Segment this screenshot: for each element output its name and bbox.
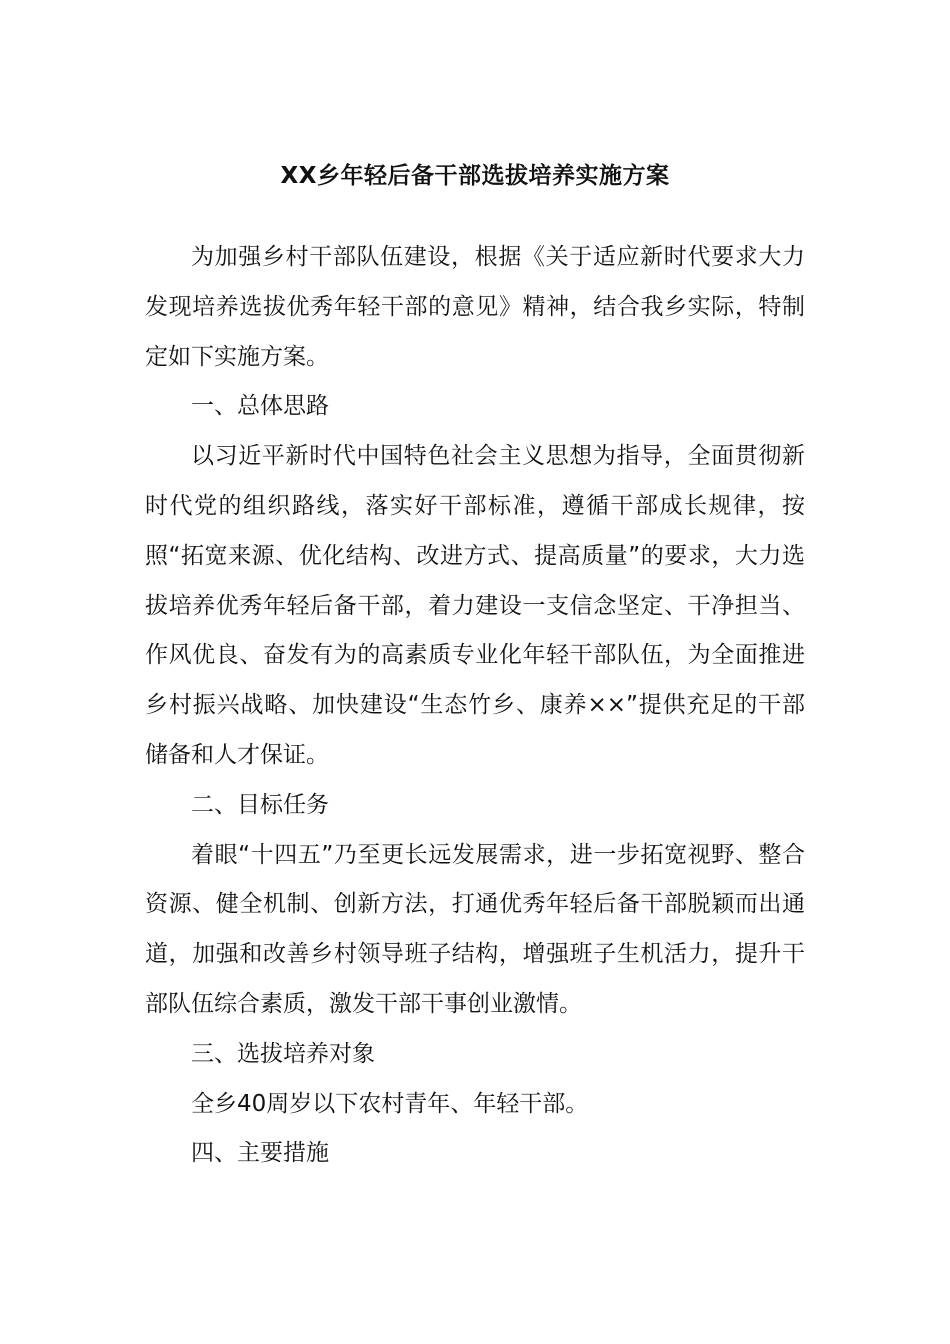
section-heading-3: 三、选拔培养对象 <box>191 1040 375 1067</box>
section-heading-2: 二、目标任务 <box>191 791 329 818</box>
intro-paragraph: 为加强乡村干部队伍建设，根据《关于适应新时代要求大力发现培养选拔优秀年轻干部的意见》精神，结合我乡实际，特制定如下实施方案。 <box>145 244 805 370</box>
section-body-3: 全乡40周岁以下农村青年、年轻干部。 <box>191 1090 589 1117</box>
document-title: XX乡年轻后备干部选拔培养实施方案 <box>280 163 670 189</box>
section-body-1: 以习近平新时代中国特色社会主义思想为指导，全面贯彻新时代党的组织路线，落实好干部标准，遵循干部成长规律，按照“拓宽来源、优化结构、改进方式、提高质量”的要求，大力选拔培养优秀年轻后备干部，着力建设一支信念坚定、干净担当、作风优良、奋发有为的高素质专业化年轻干部队伍，为全面推进乡村振兴战略、加快建设“生态竹乡、康养××”提供充足的干部储备和人才保证。 <box>145 443 805 768</box>
section-heading-1: 一、总体思路 <box>191 393 329 420</box>
section-body-2: 着眼“十四五”乃至更长远发展需求，进一步拓宽视野、整合资源、健全机制、创新方法，打通优秀年轻后备干部脱颖而出通道，加强和改善乡村领导班子结构，增强班子生机活力，提升干部队伍综合素质，激发干部干事创业激情。 <box>145 841 805 1017</box>
section-heading-4: 四、主要措施 <box>191 1140 329 1167</box>
document-body <box>145 233 805 1179</box>
